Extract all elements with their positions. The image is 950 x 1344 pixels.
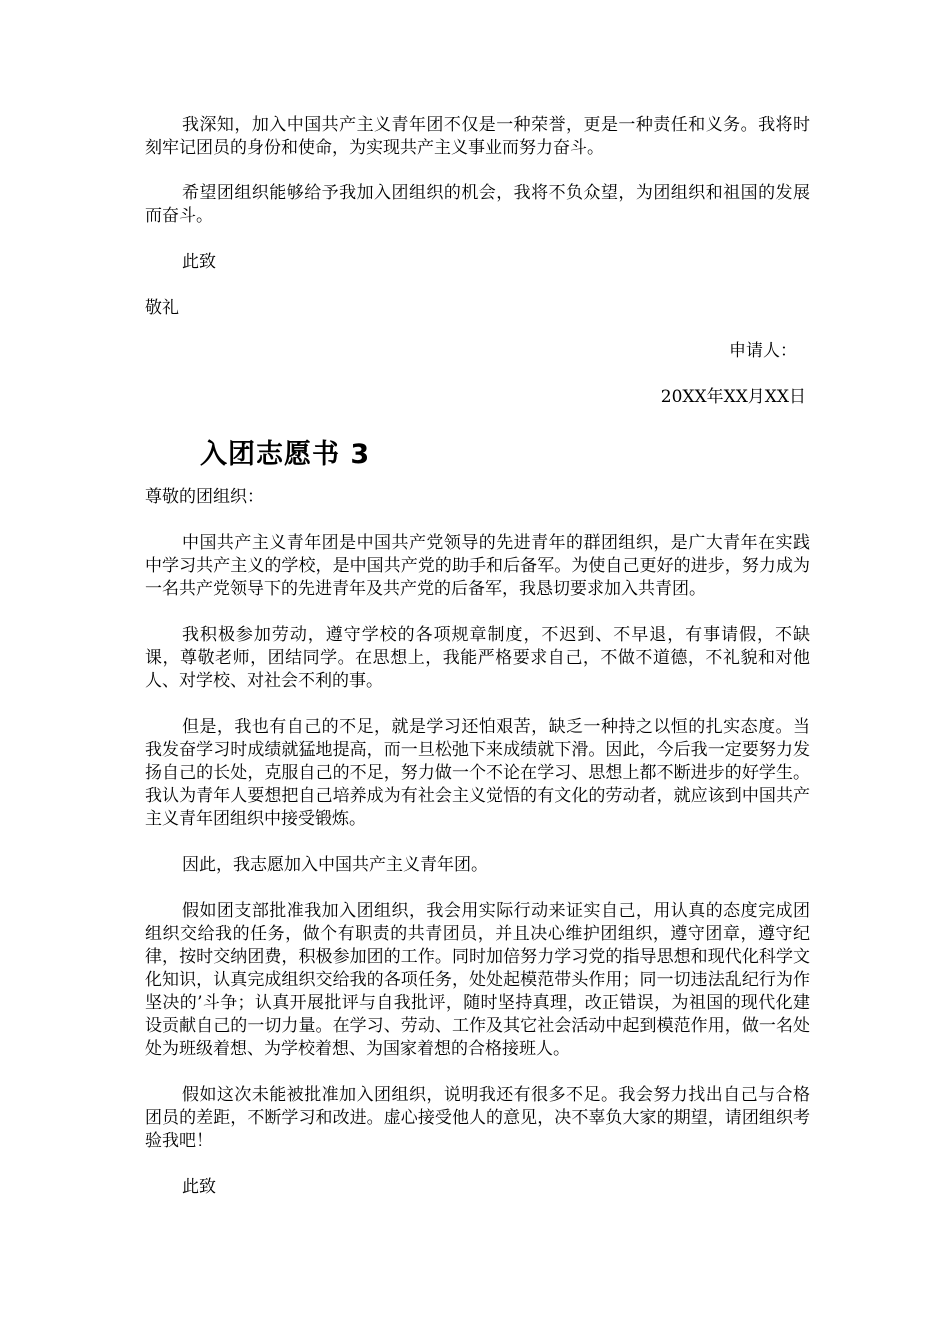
closing-jingli: 敬礼: [145, 298, 179, 318]
applicant-label: 申请人：: [729, 341, 797, 361]
paragraph: 假如这次未能被批准加入团组织，说明我还有很多不足。我会努力找出自己与合格团员的差距，不断学习和改进。虚心接受他人的意见，决不辜负大家的期望，请团组织考验我吧！: [145, 1085, 810, 1151]
paragraph: 但是，我也有自己的不足，就是学习还怕艰苦，缺乏一种持之以恒的扎实态度。当我发奋学习时成绩就猛地提高，而一旦松弛下来成绩就下滑。因此，今后我一定要努力发扬自己的长处，克服自己的不足，努力做一个不论在学习、思想上都不断进步的好学生。我认为青年人要想把自己培养成为有社会主义觉悟的有文化的劳动者，就应该到中国共产主义青年团组织中接受锻炼。: [145, 717, 810, 829]
paragraph: 假如团支部批准我加入团组织，我会用实际行动来证实自己，用认真的态度完成团组织交给我的任务，做个有职责的共青团员，并且决心维护团组织，遵守团章，遵守纪律，按时交纳团费，积极参加团的工作。同时加倍努力学习党的指导思想和现代化科学文化知识，认真完成组织交给我的各项任务，处处起模范带头作用；同一切违法乱纪行为作坚决的’斗争；认真开展批评与自我批评，随时坚持真理，改正错误，为祖国的现代化建设贡献自己的一切力量。在学习、劳动、工作及其它社会活动中起到模范作用，做一名处处为班级着想、为学校着想、为国家着想的合格接班人。: [145, 901, 810, 1059]
closing-zhizhi: 此致: [182, 252, 216, 272]
paragraph: 希望团组织能够给予我加入团组织的机会，我将不负众望，为团组织和祖国的发展而奋斗。: [145, 183, 810, 226]
paragraph: 中国共产主义青年团是中国共产党领导的先进青年的群团组织，是广大青年在实践中学习共产主义的学校，是中国共产党的助手和后备军。为使自己更好的进步，努力成为一名共产党领导下的先进青年及共产党的后备军，我恳切要求加入共青团。: [145, 533, 810, 599]
closing-zhizhi: 此致: [182, 1177, 216, 1197]
salutation: 尊敬的团组织：: [145, 487, 264, 507]
section-title: 入团志愿书 3: [200, 439, 371, 470]
paragraph: 因此，我志愿加入中国共产主义青年团。: [182, 855, 488, 875]
document-page: [145, 114, 810, 1199]
paragraph: 我深知，加入中国共产主义青年团不仅是一种荣誉，更是一种责任和义务。我将时刻牢记团员的身份和使命，为实现共产主义事业而努力奋斗。: [145, 115, 810, 158]
date-line: 20XX年XX月XX日: [660, 387, 806, 407]
paragraph: 我积极参加劳动，遵守学校的各项规章制度，不迟到、不早退，有事请假，不缺课，尊敬老师，团结同学。在思想上，我能严格要求自己，不做不道德，不礼貌和对他人、对学校、对社会不利的事。: [145, 625, 810, 691]
